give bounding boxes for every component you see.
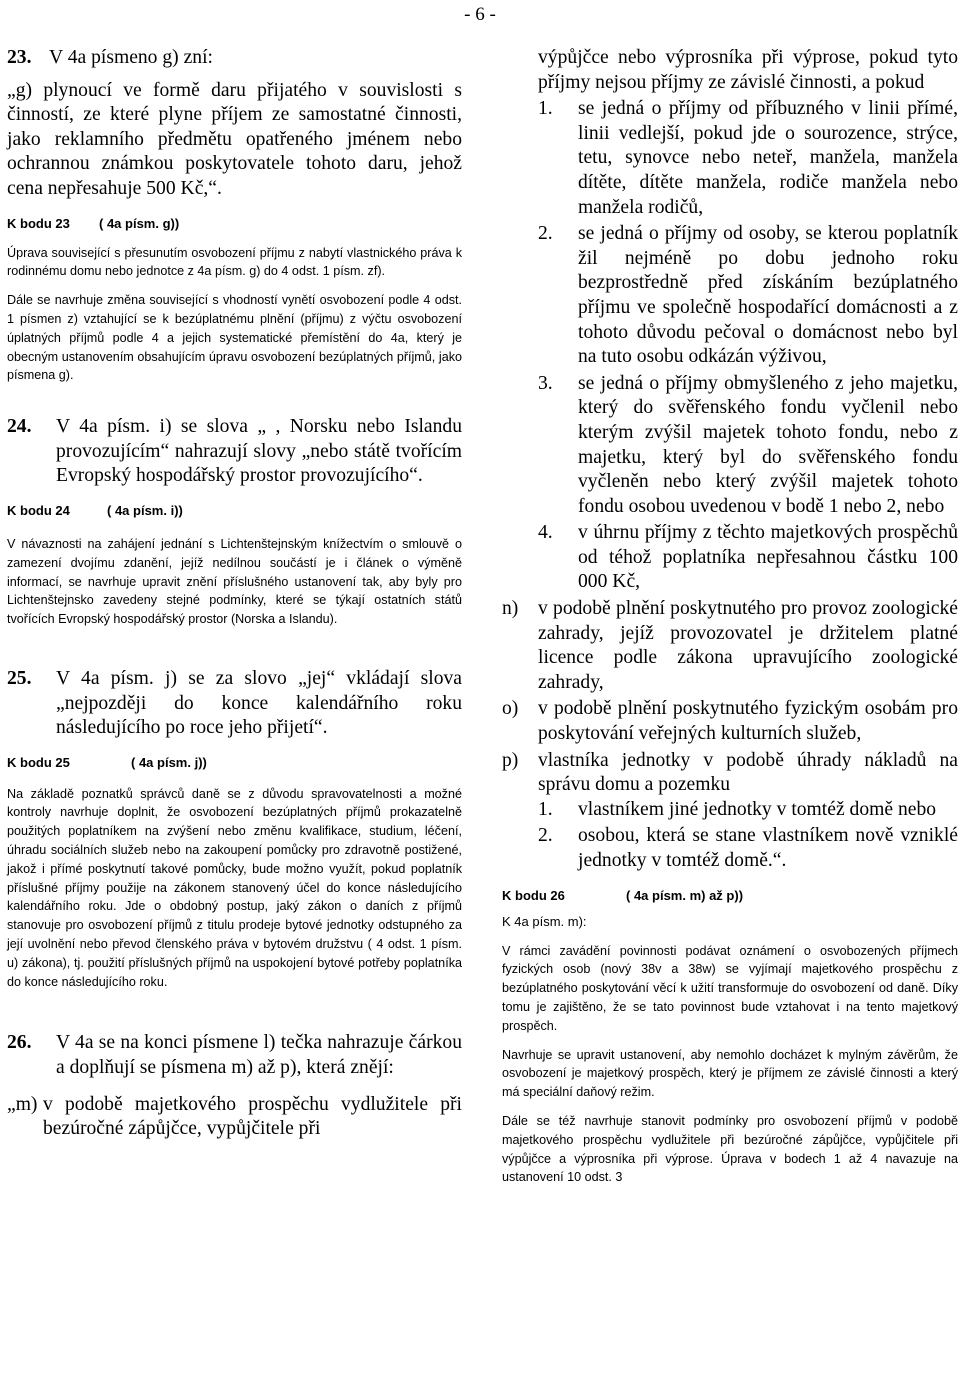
- letter-m-continued: výpůjčce nebo výprosníka při výprose, pokud tyto příjmy nejsou příjmy ze závislé činnosti, a pokud: [538, 47, 958, 93]
- reason-26-3: Dále se též navrhuje stanovit podmínky pro osvobození příjmů v podobě majetkového prospěchu vydlužitele při bezúročné zápůjčce, vypůjčitele při výpůjčce a výprosníka při výprose. Úprava v bodech 1 až 4 navazuje na ustanovení 10 odst. 3: [502, 1113, 958, 1185]
- list-item-number: 2.: [538, 825, 553, 847]
- list-item-text: se jedná o příjmy od příbuzného v linii přímé, linii vedlejší, pokud jde o sourozence, strýce, tetu, synovce nebo neteř, manžela, manžela dítěte, dítěte manžela, rodiče manžela nebo manžela rodičů,: [578, 98, 958, 218]
- letter-label: o): [502, 698, 519, 720]
- list-item-number: 3.: [538, 372, 553, 394]
- letters-list: [502, 597, 958, 798]
- list-item-number: 1.: [538, 98, 553, 120]
- letter-label: „m): [7, 1093, 38, 1115]
- item-text: V 4a se na konci písmene l) tečka nahrazuje čárkou a doplňují se písmena m) až p), která znějí:: [56, 1032, 462, 1079]
- section-26: [7, 1031, 462, 1141]
- list-item-text: v úhrnu příjmy z těchto majetkových prospěchů od téhož poplatníka nepřesahnou částku 100 000 Kč,: [578, 522, 958, 593]
- reason-26-2: Navrhuje se upravit ustanovení, aby nemohlo docházet k mylným závěrům, že osvobození je majetkový prospěch, který je příjmem ze závislé činnosti a který má speciální daňový režim.: [502, 1047, 958, 1100]
- k-bodu-24: [7, 501, 462, 521]
- item-25: [7, 667, 462, 741]
- reason-26-1: V rámci zavádění povinnosti podávat oznámení o osvobozených příjmech fyzických osob (nový 38v a 38w) se vyjímají majetkového prospěchu z bezúplatného poskytování věcí k užití transformuje do osvobození od daně. Díky tomu je zajištěno, že se tato povinnost bude vztahovat i na tento majetkový prospěch.: [502, 943, 958, 1033]
- k-bodu-label: K bodu 23: [7, 215, 70, 231]
- k-bodu-23: [7, 214, 462, 234]
- k-bodu-ref: ( 4a písm. g)): [99, 215, 180, 231]
- list-item: [538, 521, 958, 595]
- k-bodu-ref: ( 4a písm. j)): [131, 754, 207, 770]
- letter-text: v podobě majetkového prospěchu vydlužitele při bezúročné zápůjčce, vypůjčitele při: [43, 1093, 462, 1140]
- k-bodu-ref: ( 4a písm. i)): [107, 502, 183, 518]
- item-text: V 4a písm. i) se slova „ , Norsku nebo Islandu provozujícím“ nahrazují slovy „nebo státě tvořícím Evropský hospodářský prostor provozujícího“.: [56, 416, 462, 487]
- amended-text-g: „g) plynoucí ve formě daru přijatého v souvislosti s činností, ze které plyne příjem ze samostatné činnosti, jako reklamního předmětu opatřeného jménem nebo ochrannou známkou poskytovatele tohoto daru, jehož cena nepřesahuje 500 Kč,“.: [7, 79, 462, 199]
- list-item-text: osobou, která se stane vlastníkem nově vzniklé jednotky v tomtéž domě.“.: [578, 825, 958, 871]
- reason-25-1: Na základě poznatků správců daně se z důvodu spravovatelnosti a možné kontroly navrhuje doplnit, že osvobození bezúplatných příjmů prokazatelně použitých poplatníkem na zvýšení nebo změnu kvalifikace, studium, léčení, úhradu sociálních služeb nebo na zakoupení pomůcky pro zdravotně postižené, jakož i přímé poskytnutí takové pomůcky, bude možno využít, pokud poplatník příslušné příjmy použije na zákonem stanovený účel do konce následujícího kalendářního roku. Jde o obdobný postup, jaký zákon o daních z příjmů stanovuje pro osvobození příjmů z titulu prodeje bytové jednotky odstupného za její uvolnění nebo převod členského práva v bytovém družstvu ( 4 odst. 1 písm. u) zákona), tj. použití příslušných příjmů na uspokojení bytové potřeby poplatníka do konce následujícího roku.: [7, 786, 462, 989]
- item-number: 25.: [7, 667, 32, 689]
- list-item-number: 1.: [538, 798, 553, 820]
- k-bodu-label: K bodu 24: [7, 502, 70, 518]
- section-25: [7, 667, 462, 992]
- letter-text: vlastníka jednotky v podobě úhrady nákladů na správu domu a pozemku: [538, 749, 958, 796]
- item-26: [7, 1031, 462, 1080]
- letter-m: [7, 1093, 462, 1142]
- letter-item: [502, 749, 958, 798]
- list-item-text: vlastníkem jiné jednotky v tomtéž domě nebo: [578, 798, 937, 820]
- reason-23-1: Úprava související s přesunutím osvobození příjmu z nabytí vlastnického práva k rodinnému domu nebo jednotce z 4a písm. g) do 4 odst. 1 písm. zf).: [7, 245, 462, 279]
- list-item-number: 4.: [538, 522, 553, 544]
- letter-item: [502, 597, 958, 695]
- k-bodu-label: K bodu 26: [502, 887, 565, 903]
- item-text: V 4a písm. j) se za slovo „jej“ vkládají slova „nejpozději do konce kalendářního roku následujícího po roce jeho přijetí“.: [56, 667, 462, 739]
- item-number: 23.: [7, 47, 32, 68]
- right-column: [502, 46, 958, 1187]
- k-4a-m-heading: K 4a písm. m):: [502, 913, 587, 929]
- list-item: [538, 372, 958, 520]
- list-item-text: se jedná o příjmy od osoby, se kterou poplatník žil nejméně po dobu jednoho roku bezprostředně před získáním bezúplatného příjmu ve společně hospodařící domácnosti a z tohoto důvodu pečoval o domácnost nebo byl na tuto osobu odkázán výživou,: [578, 223, 958, 368]
- list-item-number: 2.: [538, 223, 553, 245]
- k-bodu-26: [502, 886, 958, 906]
- list-item: [538, 824, 958, 873]
- list-item: [538, 97, 958, 220]
- section-23: [7, 46, 462, 385]
- k-bodu-label: K bodu 25: [7, 754, 70, 770]
- list-item: [538, 222, 958, 370]
- item-number: 24.: [7, 416, 32, 438]
- letter-label: n): [502, 598, 519, 620]
- letter-item: [502, 697, 958, 746]
- reason-24-1: V návaznosti na zahájení jednání s Lichtenštejnským knížectvím o smlouvě o zamezení dvojímu zdanění, jejíž nedílnou součástí je i článek o výměně informací, se navrhuje upravit znění příslušného ustanovení tak, aby byly pro Lichtenštejnsko zavedeny stejné podmínky, které se týkají ostatních států tvořících Evropský hospodářský prostor (Norska a Islandu).: [7, 536, 462, 627]
- m-items-list: [538, 97, 958, 595]
- left-column: [7, 46, 462, 1142]
- item-intro: V 4a písmeno g) zní:: [49, 47, 213, 68]
- letter-label: p): [502, 749, 519, 771]
- letter-text: v podobě plnění poskytnutého fyzickým osobám pro poskytování veřejných kulturních služeb,: [538, 698, 958, 745]
- k-bodu-ref: ( 4a písm. m) až p)): [626, 887, 744, 903]
- list-item: [538, 798, 958, 823]
- page-number: - 6 -: [464, 4, 496, 25]
- reason-23-2: Dále se navrhuje změna související s vhodností vynětí osvobození podle 4 odst. 1 písmen z) vztahující se k bezúplatnému plnění (příjmu) z výčtu osvobození úplatných příjmů podle 4 a jejich systematické přemístění do 4a, který je obecným ustanovením obsahujícím úpravu osvobození bezúplatných příjmů, jako písmena g).: [7, 293, 462, 383]
- list-item-text: se jedná o příjmy obmyšleného z jeho majetku, který do svěřenského fondu vyčlenil nebo kterým zvýšil majetek tohoto fondu, nebo z majetku, který byl do svěřenského fondu vyčleněn nebo který zvýšil majetek tohoto fondu osobou uvedenou v bodě 1 nebo 2, nebo: [578, 372, 958, 517]
- item-number: 26.: [7, 1032, 32, 1054]
- p-items-list: [538, 798, 958, 874]
- section-24: [7, 415, 462, 629]
- k-bodu-25: [7, 753, 462, 773]
- item-24: [7, 415, 462, 489]
- item-23-heading: [7, 46, 462, 71]
- letter-text: v podobě plnění poskytnutého pro provoz zoologické zahrady, jejíž provozovatel je držitelem platné licence podle zákona upravujícího zoologické zahrady,: [538, 598, 958, 693]
